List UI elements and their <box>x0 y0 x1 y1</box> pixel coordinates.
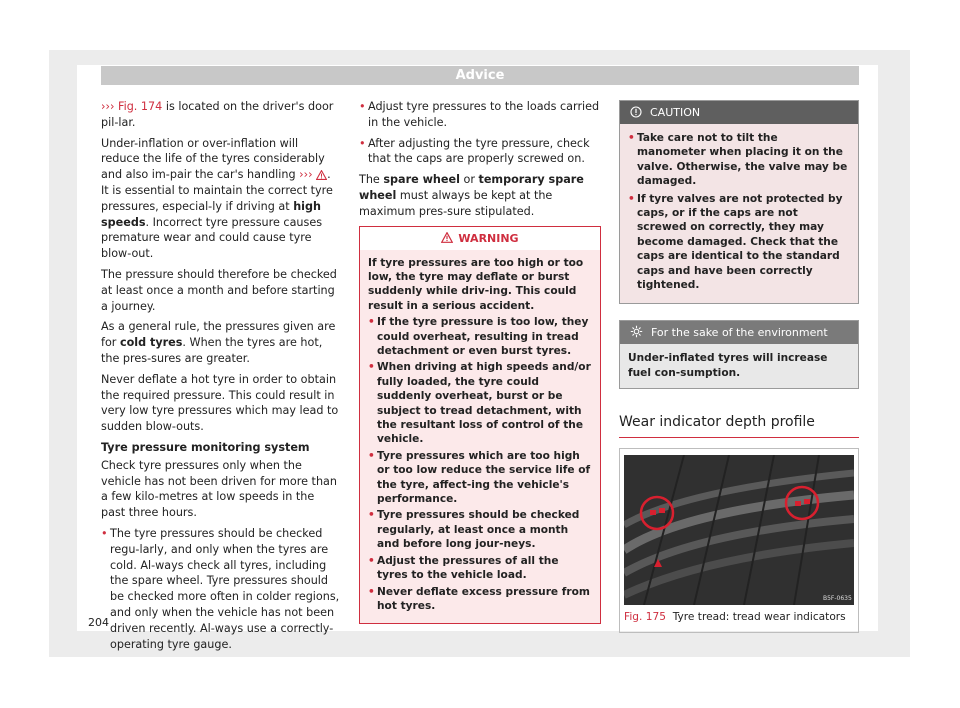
list-item <box>101 526 340 652</box>
warning-item-text: Never deflate excess pressure from hot tyres. <box>377 585 590 612</box>
paragraph-monitoring: Check tyre pressures only when the vehicle has not been driven for more than a few kilo-metres at low speeds in the past three hours. <box>101 458 337 520</box>
fig-174-link[interactable]: ››› Fig. 174 <box>101 100 163 113</box>
environment-icon <box>630 325 643 338</box>
paragraph-text: . It is essential to maintain the correct tyre pressures, especial-ly if driving at <box>101 168 333 213</box>
emphasis-high-speeds: high speeds <box>101 199 321 229</box>
list-item <box>359 136 601 168</box>
emphasis-temporary-spare: temporary spare wheel <box>359 173 584 202</box>
warning-item-text: If the tyre pressure is too low, they could overheat, resulting in tread detachment or even burst tyres. <box>377 316 589 358</box>
figure-caption <box>624 610 854 626</box>
paragraph-text: The <box>359 173 380 187</box>
warning-item-text: Adjust the pressures of all the tyres to the vehicle load. <box>377 554 559 582</box>
page-header: Advice <box>101 66 859 85</box>
tyre-tread-illustration <box>624 455 854 605</box>
paragraph-check-frequency: The pressure should therefore be checked at least once a month and before starting a journey. <box>101 267 337 313</box>
paragraph-text: or <box>463 173 475 187</box>
warning-item <box>368 508 592 551</box>
figure-code: B5F-0635 <box>823 595 852 603</box>
caution-box <box>619 100 859 304</box>
bullet-dot: • <box>359 100 366 113</box>
warning-intro: If tyre pressures are too high or too low, the tyre may deflate or burst suddenly while driv-ing. This could result in a serious accident. <box>368 256 584 312</box>
caution-item-text: If tyre valves are not protected by caps, or if the caps are not screwed on correctly, they may become damaged. Check that the caps are identical to the standard caps and have been correctly tightened. <box>637 192 843 292</box>
paragraph-cold-tyres <box>101 319 340 366</box>
warning-item-text: Tyre pressures which are too high or too low reduce the service life of the tyre, affect-ing the vehicle's performance. <box>377 449 591 506</box>
bullet-dot: • <box>368 585 375 598</box>
warning-reference-link[interactable] <box>299 168 327 181</box>
page-number: 204 <box>88 616 109 629</box>
tyre-tread-image <box>624 455 854 605</box>
warning-item <box>368 554 592 583</box>
list-item-text: After adjusting the tyre pressure, check that the caps are properly screwed on. <box>368 136 590 166</box>
warning-item <box>368 449 592 507</box>
caution-body <box>620 124 858 303</box>
environment-title: For the sake of the environment <box>651 326 828 340</box>
bullet-dot: • <box>101 526 108 540</box>
bullet-dot: • <box>368 554 375 567</box>
bullet-dot: • <box>368 316 375 329</box>
warning-header <box>360 227 600 250</box>
column-2 <box>359 99 601 624</box>
figure-175 <box>619 448 859 633</box>
emphasis-spare-wheel: spare wheel <box>383 173 460 187</box>
bullet-dot: • <box>368 509 375 522</box>
warning-triangle-icon <box>441 232 453 243</box>
caution-item-text: Take care not to tilt the manometer when placing it on the valve. Otherwise, the valve may be damaged. <box>637 132 848 188</box>
bullet-dot: • <box>368 361 375 374</box>
caution-circle-icon <box>630 106 642 118</box>
warning-item <box>368 585 592 614</box>
list-item-text: The tyre pressures should be checked regu-larly, and only when the tyres are cold. Al-ways check all tyres, including the spare wheel. Tyre pressures should be checked more often in colder regions, and only when the vehicle has not been driven recently. Al-ways use a correctly-operating tyre gauge. <box>110 526 340 651</box>
paragraph-text: . Incorrect tyre pressure causes premature wear and could cause tyre blow-out. <box>101 215 323 261</box>
paragraph-text: Under-inflation or over-inflation will reduce the life of the tyres considerably and also im-pair the car's handling <box>101 136 325 182</box>
warning-item <box>368 360 592 446</box>
section-title-wear-indicator: Wear indicator depth profile <box>619 415 859 438</box>
environment-box <box>619 320 859 389</box>
subheading-monitoring: Tyre pressure monitoring system <box>101 440 310 454</box>
reference-arrows: ››› <box>299 168 313 182</box>
caution-title: CAUTION <box>650 106 701 119</box>
environment-body: Under-inflated tyres will increase fuel con-sumption. <box>628 352 828 379</box>
paragraph-never-deflate: Never deflate a hot tyre in order to obtain the required pressure. This could result in very low tyre pressures which may lead to sudden blow-outs. <box>101 372 339 434</box>
paragraph-text: must always be kept at the maximum pres-sure stipulated. <box>359 188 553 218</box>
warning-item <box>368 315 592 358</box>
emphasis-cold-tyres: cold tyres <box>119 336 183 350</box>
caution-header <box>620 101 858 124</box>
warning-box <box>359 226 601 625</box>
bullet-dot: • <box>368 449 375 462</box>
paragraph-text: . When the tyres are hot, the pres-sures are greater. <box>101 336 323 365</box>
environment-header <box>620 321 858 344</box>
column-3 <box>619 100 859 633</box>
figure-caption-text: Tyre tread: tread wear indicators <box>672 611 846 624</box>
warning-item-text: When driving at high speeds and/or fully loaded, the tyre could suddenly overheat, burst or be subject to tread detachment, with the resultant loss of control of the vehicle. <box>377 361 591 446</box>
warning-triangle-icon <box>316 170 327 180</box>
figure-label: Fig. 175 <box>624 611 666 624</box>
bullet-dot: • <box>628 132 635 144</box>
warning-title: WARNING <box>458 231 519 245</box>
paragraph-inflation <box>101 136 340 262</box>
list-item <box>359 99 601 131</box>
bullet-dot: • <box>628 192 635 205</box>
bullet-dot: • <box>359 136 366 150</box>
paragraph-text: is located on the driver's door pil-lar. <box>101 100 334 129</box>
paragraph-fig-reference <box>101 99 340 131</box>
caution-item <box>628 192 850 293</box>
caution-item <box>628 131 850 189</box>
warning-item-text: Tyre pressures should be checked regularly, at least once a month and before long jour-neys. <box>377 509 580 551</box>
list-item-text: Adjust tyre pressures to the loads carried in the vehicle. <box>368 100 600 129</box>
paragraph-text: As a general rule, the pressures given are for <box>101 320 336 350</box>
warning-body <box>360 250 600 624</box>
column-1 <box>101 99 340 657</box>
paragraph-spare-wheel <box>359 172 601 219</box>
